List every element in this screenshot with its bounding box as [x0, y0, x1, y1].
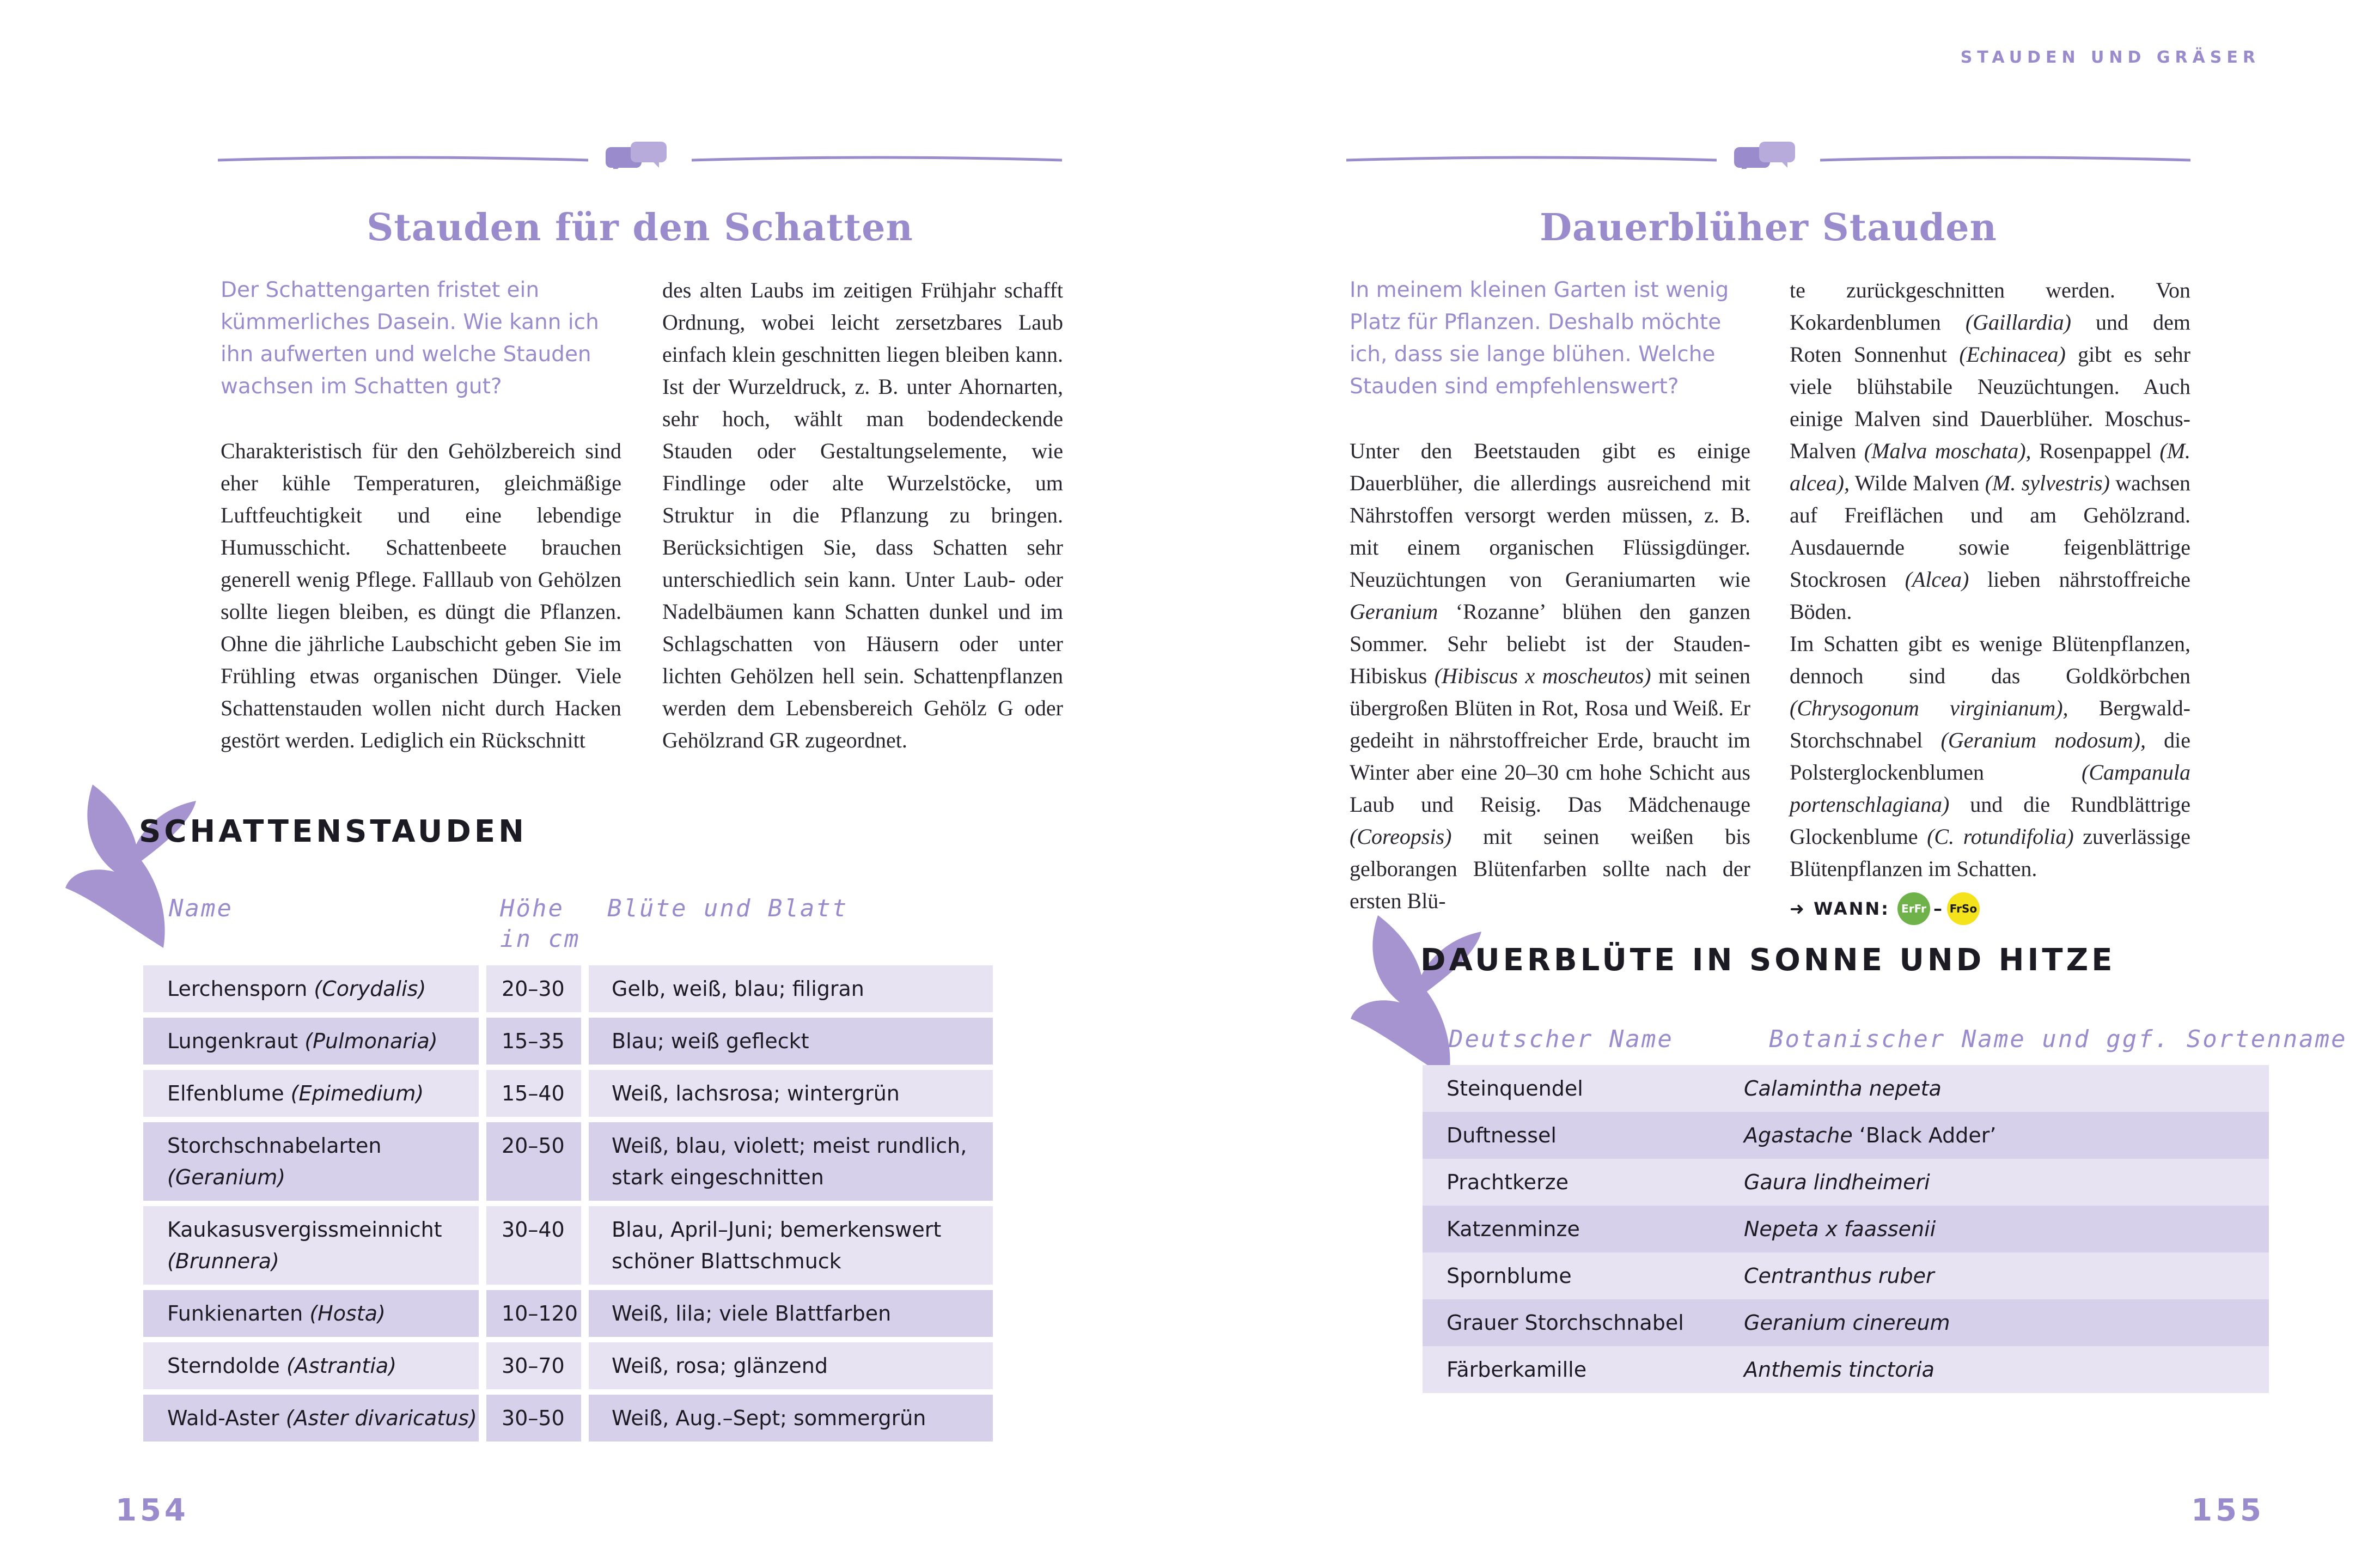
right-title-divider — [1346, 136, 2190, 169]
bloom-cell: Gelb, weiß, blau; filigran — [589, 965, 993, 1012]
season-badge-yellow: FrSo — [1947, 892, 1980, 925]
botanical-name-cell: Nepeta x faassenii — [1744, 1217, 1936, 1241]
left-column-2 — [662, 274, 1063, 756]
left-page-number: 154 — [115, 1493, 189, 1528]
table-row — [143, 1122, 993, 1201]
german-name-cell: Spornblume — [1447, 1264, 1572, 1288]
table-row — [1423, 1252, 2269, 1299]
wann-label: ➜ WANN: — [1790, 898, 1890, 919]
left-header-name: Name — [169, 895, 233, 922]
speech-bubbles-icon — [606, 142, 667, 169]
bloom-cell: Weiß, Aug.–Sept; sommergrün — [589, 1395, 993, 1442]
german-name-cell: Prachtkerze — [1447, 1170, 1569, 1194]
table-row — [1423, 1112, 2269, 1159]
left-header-bloom: Blüte und Blatt — [607, 895, 849, 922]
height-cell: 30–40 — [486, 1206, 581, 1285]
left-column-1 — [221, 274, 621, 756]
table-row — [1423, 1159, 2269, 1206]
height-cell: 15–35 — [486, 1018, 581, 1065]
table-row — [1423, 1065, 2269, 1112]
left-body-text-1: Charakteristisch für den Gehölzbereich sind eher kühle Temperaturen, gleichmäßige Luftfeuchtigkeit und eine lebendige Humusschicht. Schattenbeete brauchen generell wenig Pflege. Falllaub von Gehölzen sollte liegen bleiben, es düngt die Pflanzen. Ohne die jährliche Laubschicht geben Sie im Frühling etwas organischen Dünger. Viele Schattenstauden wollen nicht durch Hacken gestört werden. Lediglich ein Rückschnitt — [221, 439, 621, 752]
right-body-text-1: Unter den Beetstauden gibt es einige Dauerblüher, die allerdings ausreichend mit Nährstoffen versorgt werden müssen, z. B. mit einem organischen Flüssigdünger. Neuzüchtungen von Geraniumarten wie Geranium ‘Rozanne’ blühen den ganzen Sommer. Sehr beliebt ist der Stauden-Hibiskus (Hibiscus x moscheutos) mit seinen übergroßen Blüten in Rot, Rosa und Weiß. Er gedeiht in nährstoffreicher Erde, braucht im Winter aber eine 20–30 cm hohe Schicht aus Laub und Reisig. Das Mädchenauge (Coreopsis) mit seinen weißen bis gelborangen Blütenfarben sollte nach der ersten Blü- — [1350, 439, 1750, 913]
plant-name-cell: Wald-Aster (Aster divaricatus) — [143, 1395, 479, 1442]
plant-name-cell: Sterndolde (Astrantia) — [143, 1342, 479, 1389]
table-row — [143, 1018, 993, 1065]
badge-separator: – — [1933, 898, 1944, 919]
left-header-height-line1: Höhe — [500, 895, 564, 922]
height-cell: 30–50 — [486, 1395, 581, 1442]
right-page-number: 155 — [2191, 1493, 2265, 1528]
right-column-1 — [1350, 274, 1750, 917]
german-name-cell: Färberkamille — [1447, 1358, 1587, 1382]
table-row — [143, 1290, 993, 1337]
height-cell: 20–50 — [486, 1122, 581, 1201]
right-table-title: DAUERBLÜTE IN SONNE UND HITZE — [1420, 942, 2116, 978]
left-title-divider — [218, 136, 1062, 169]
left-header-height — [500, 893, 580, 954]
right-intro-question: In meinem kleinen Garten ist wenig Platz für Pflanzen. Deshalb möchte ich, dass sie lange blühen. Welche Stauden sind empfehlenswert? — [1350, 278, 1729, 399]
right-header-german: Deutscher Name — [1449, 1025, 1674, 1053]
plant-name-cell: Kaukasusvergissmeinnicht (Brunnera) — [143, 1206, 479, 1285]
table-row — [143, 1342, 993, 1389]
botanical-name-cell: Centranthus ruber — [1744, 1264, 1934, 1288]
left-header-height-line2: in cm — [500, 925, 581, 953]
german-name-cell: Katzenminze — [1447, 1217, 1580, 1241]
table-row — [143, 1395, 993, 1442]
season-badge-green: ErFr — [1897, 892, 1930, 925]
table-row — [143, 1206, 993, 1285]
german-name-cell: Grauer Storchschnabel — [1447, 1311, 1684, 1335]
shade-perennials-table — [143, 965, 993, 1442]
right-column-2 — [1790, 274, 2190, 925]
left-intro-question: Der Schattengarten fristet ein kümmerliches Dasein. Wie kann ich ihn aufwerten und welche Stauden wachsen im Schatten gut? — [221, 278, 599, 399]
german-name-cell: Steinquendel — [1447, 1076, 1583, 1100]
table-row — [1423, 1206, 2269, 1252]
leaf-icon — [60, 779, 202, 953]
german-name-cell: Duftnessel — [1447, 1123, 1557, 1147]
bloom-cell: Blau; weiß gefleckt — [589, 1018, 993, 1065]
table-row — [143, 965, 993, 1012]
height-cell: 30–70 — [486, 1342, 581, 1389]
bloom-cell: Weiß, blau, violett; meist rundlich, stark eingeschnitten — [589, 1122, 993, 1201]
bloom-cell: Weiß, lila; viele Blattfarben — [589, 1290, 993, 1337]
table-row — [1423, 1299, 2269, 1346]
botanical-name-cell: Gaura lindheimeri — [1744, 1170, 1930, 1194]
bloom-cell: Blau, April–Juni; bemerkenswert schöner Blattschmuck — [589, 1206, 993, 1285]
wann-season-indicator — [1790, 892, 2190, 925]
right-header-botanical: Botanischer Name und ggf. Sortenname — [1769, 1025, 2347, 1053]
right-body-text-3: Im Schatten gibt es wenige Blütenpflanzen, dennoch sind das Goldkörbchen (Chrysogonum virginianum), Bergwald-Storchschnabel (Geranium nodosum), die Polsterglockenblumen (Campanula portenschlagiana) und die Rundblättrige Glockenblume (C. rotundifolia) zuverlässige Blütenpflanzen im Schatten. — [1790, 631, 2191, 881]
long-blooming-perennials-table — [1423, 1065, 2269, 1393]
plant-name-cell: Funkienarten (Hosta) — [143, 1290, 479, 1337]
botanical-name-cell: Calamintha nepeta — [1744, 1076, 1942, 1100]
plant-name-cell: Lungenkraut (Pulmonaria) — [143, 1018, 479, 1065]
botanical-name-cell: Agastache ‘Black Adder’ — [1744, 1123, 1997, 1147]
bloom-cell: Weiß, rosa; glänzend — [589, 1342, 993, 1389]
plant-name-cell: Lerchensporn (Corydalis) — [143, 965, 479, 1012]
left-table-title: SCHATTENSTAUDEN — [139, 814, 527, 849]
left-body-text-2: des alten Laubs im zeitigen Frühjahr schafft Ordnung, wobei leicht zersetzbares Laub einfach klein geschnitten liegen bleiben kann. Ist der Wurzeldruck, z. B. unter Ahornarten, sehr hoch, wählt man bodendeckende Stauden oder Gestaltungselemente, wie Findlinge oder alte Wurzelstöcke, um Struktur in die Pflanzung zu bringen. Berücksichtigen Sie, dass Schatten sehr unterschiedlich sein kann. Unter Laub- oder Nadelbäumen kann Schatten dunkel und im Schlagschatten von Häusern oder unter lichten Gehölzen hell sein. Schattenpflanzen werden dem Lebensbereich Gehölz G oder Gehölzrand GR zugeordnet. — [662, 278, 1063, 752]
right-body-text-2: te zurückgeschnitten werden. Von Kokardenblumen (Gaillardia) und dem Roten Sonnenhut (Echinacea) gibt es sehr viele blühstabile Neuzüchtungen. Auch einige Malven sind Dauerblüher. Moschus-Malven (Malva moschata), Rosenpappel (M. alcea), Wilde Malven (M. sylvestris) wachsen auf Freiflächen und am Gehölzrand. Ausdauernde sowie feigenblättrige Stockrosen (Alcea) lieben nährstoffreiche Böden. — [1790, 278, 2191, 624]
plant-name-cell: Storchschnabelarten (Geranium) — [143, 1122, 479, 1201]
height-cell: 10–120 — [486, 1290, 581, 1337]
table-row — [1423, 1346, 2269, 1393]
table-row — [143, 1070, 993, 1117]
bloom-cell: Weiß, lachsrosa; wintergrün — [589, 1070, 993, 1117]
botanical-name-cell: Geranium cinereum — [1744, 1311, 1950, 1335]
running-head: STAUDEN UND GRÄSER — [1960, 48, 2260, 67]
right-page-title: Dauerblüher Stauden — [1540, 206, 1997, 250]
botanical-name-cell: Anthemis tinctoria — [1744, 1358, 1934, 1382]
speech-bubbles-icon — [1734, 142, 1795, 169]
plant-name-cell: Elfenblume (Epimedium) — [143, 1070, 479, 1117]
height-cell: 20–30 — [486, 965, 581, 1012]
leaf-icon — [1345, 910, 1487, 1084]
left-page-title: Stauden für den Schatten — [367, 206, 913, 250]
height-cell: 15–40 — [486, 1070, 581, 1117]
